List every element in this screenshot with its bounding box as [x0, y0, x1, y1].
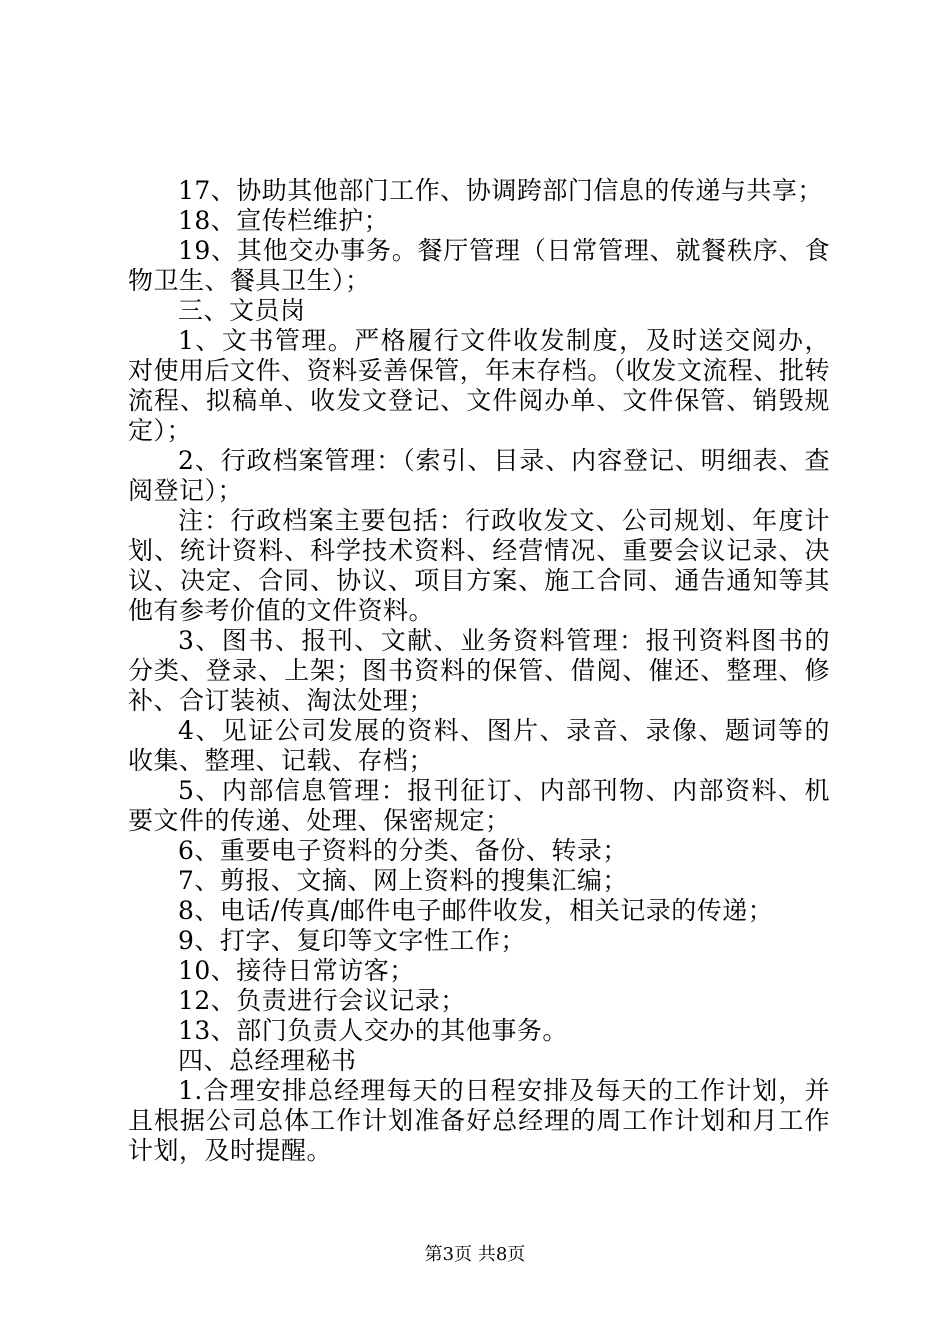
paragraph-item-13: 13、部门负责人交办的其他事务。: [178, 1016, 568, 1045]
paragraph-item-12: 12、负责进行会议记录；: [178, 986, 466, 1015]
paragraph-note: 注：行政档案主要包括：行政收发文、公司规划、年度计划、统计资料、科学技术资料、经营情况、重要会议记录、决议、决定、合同、协议、项目方案、施工合同、通告通知等其他有参考价值的文件资料。: [128, 506, 830, 625]
paragraph-item-5: 5、内部信息管理：报刊征订、内部刊物、内部资料、机要文件的传递、处理、保密规定；: [128, 776, 830, 835]
paragraph-item-10: 10、接待日常访客；: [178, 956, 415, 985]
section-heading-secretary: 四、总经理秘书: [178, 1046, 357, 1075]
paragraph-item-19: 19、其他交办事务。餐厅管理（日常管理、就餐秩序、食物卫生、餐具卫生）；: [128, 236, 830, 295]
paragraph-secretary-item-1: 1.合理安排总经理每天的日程安排及每天的工作计划，并且根据公司总体工作计划准备好总经理的周工作计划和月工作计划，及时提醒。: [128, 1076, 830, 1165]
section-heading-clerk: 三、文员岗: [178, 296, 306, 325]
paragraph-item-8: 8、电话/传真/邮件电子邮件收发，相关记录的传递；: [178, 896, 774, 925]
paragraph-item-18: 18、宣传栏维护；: [178, 206, 390, 235]
paragraph-item-1: 1、文书管理。严格履行文件收发制度，及时送交阅办，对使用后文件、资料妥善保管，年末存档。（收发文流程、批转流程、拟稿单、收发文登记、文件阅办单、文件保管、销毁规定）；: [128, 326, 830, 445]
paragraph-item-3: 3、图书、报刊、文献、业务资料管理：报刊资料图书的分类、登录、上架；图书资料的保管、借阅、催还、整理、修补、合订装祯、淘汰处理；: [128, 626, 830, 715]
paragraph-item-6: 6、重要电子资料的分类、备份、转录；: [178, 836, 628, 865]
paragraph-item-17: 17、协助其他部门工作、协调跨部门信息的传递与共享；: [178, 176, 823, 205]
paragraph-item-9: 9、打字、复印等文字性工作；: [178, 926, 526, 955]
document-body: [128, 176, 830, 1166]
paragraph-item-4: 4、见证公司发展的资料、图片、录音、录像、题词等的收集、整理、记载、存档；: [128, 716, 830, 775]
paragraph-item-2: 2、行政档案管理：（索引、目录、内容登记、明细表、查阅登记）；: [128, 446, 830, 505]
paragraph-item-7: 7、剪报、文摘、网上资料的搜集汇编；: [178, 866, 628, 895]
page-number-footer: 第3页 共8页: [424, 1244, 526, 1265]
